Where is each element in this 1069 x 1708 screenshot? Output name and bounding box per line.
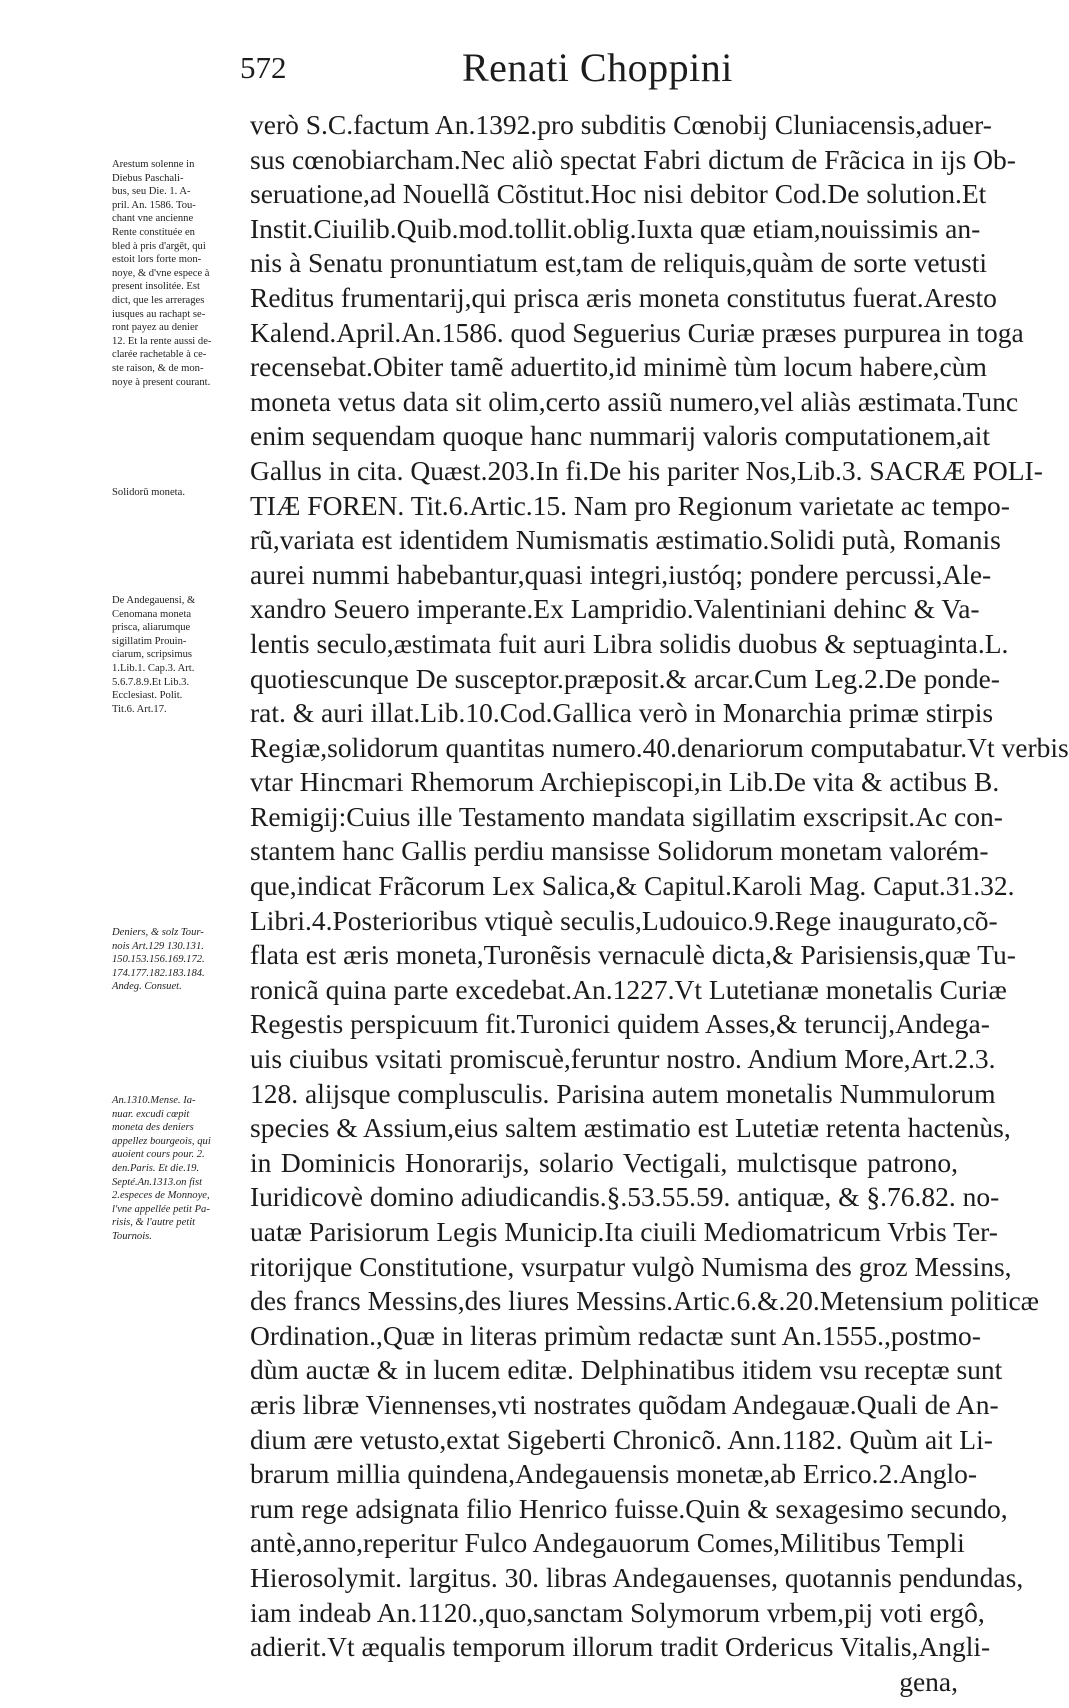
text-line: que,indicat Frãcorum Lex Salica,& Capitul.Karoli Mag. Caput.31.32. [250,870,1015,902]
text-line: antè,anno,reperitur Fulco Andegauorum Comes,Militibus Templi [250,1527,965,1559]
text-line: æris libræ Viennenses,vti nostrates quõdam Andegauæ.Quali de An- [250,1388,999,1420]
text-line: Gallus in cita. Quæst.203.In fi.De his pariter Nos,Lib.3. SACRÆ POLI- [250,454,1043,486]
text-line: Hierosolymit. largitus. 30. libras Andegauenses, quotannis pendundas, [250,1561,1024,1593]
page-number: 572 [240,50,287,85]
text-line: ritorijque Constitutione, vsurpatur vulgò Numisma des groz Messins, [250,1250,1012,1282]
text-line: recensebat.Obiter tamẽ aduertito,id minimè tùm locum habere,cùm [250,351,987,383]
text-line: adierit.Vt æqualis temporum illorum tradit Ordericus Vitalis,Angli- [250,1631,991,1663]
margin-note-deniers: Deniers, & solz Tour- nois Art.129 130.131. 150.153.156.169.172. 174.177.182.183.184. Andeg. Consuet. [112,927,205,993]
text-line: Reditus frumentarij,qui prisca æris moneta constitutus fuerat.Aresto [250,281,997,313]
text-line: in Dominicis Honorarijs, solario Vectigali, mulctisque patrono, [250,1146,958,1178]
catchword: gena, [899,1665,958,1697]
text-line: aurei nummi habebantur,quasi integri,iustóq; pondere percussi,Ale- [250,558,992,590]
text-line: enim sequendam quoque hanc nummarij valoris computationem,ait [250,420,991,452]
text-line: nis à Senatu pronuntiatum est,tam de reliquis,quàm de sorte vetusti [250,247,988,279]
text-line: 128. alijsque complusculis. Parisina autem monetalis Nummulorum [250,1077,996,1109]
margin-note-arestum: Arestum solenne in Diebus Paschali- bus, seu Die. 1. A- pril. An. 1586. Tou- chant vne ancienne Rente constituée en bled à pris d'argēt, qui estoit lors forte mon- noye, & d'vne espece à present insolitée. Est dict, que les arrerages iusques au rachapt se- ront payez au denier 12. Et la rente aussi de- clarée rachetable à ce- ste raison, & de mon- noye à present courant. [112,159,212,388]
margin-note-an-1310: An.1310.Mense. Ia- nuar. excudi cœpit moneta des deniers appellez bourgeois, qui auoient cours pour. 2. den.Paris. Et die.19. Septé.An.1313.on fist 2.especes de Monnoye, l'vne appellée petit Pa- risis, & l'autre petit Tournois. [112,1095,211,1242]
text-line: uatæ Parisiorum Legis Municip.Ita ciuili Mediomatricum Vrbis Ter- [250,1216,998,1247]
text-line: ronicã quina parte excedebat.An.1227.Vt Lutetianæ monetalis Curiæ [250,973,1007,1005]
text-line: Regestis perspicuum fit.Turonici quidem Asses,& teruncij,Andega- [250,1008,990,1040]
text-line: verò S.C.factum An.1392.pro subditis Cœnobij Cluniacensis,aduer- [250,109,992,140]
text-line: flata est æris moneta,Turonẽsis vernaculè dicta,& Parisiensis,quæ Tu- [250,939,1016,971]
text-line: lentis seculo,æstimata fuit auri Libra solidis duobus & septuaginta.L. [250,627,1009,659]
page-header [240,44,960,104]
text-line: uis ciuibus vsitati promiscuè,feruntur nostro. Andium More,Art.2.3. [250,1043,996,1075]
margin-note-solidorum: Solidorū moneta. [112,487,185,498]
text-line: rat. & auri illat.Lib.10.Cod.Gallica verò in Monarchia primæ stirpis [250,697,994,729]
text-line: rum rege adsignata filio Henrico fuisse.Quin & sexagesimo secundo, [250,1492,1008,1524]
text-line: TIÆ FOREN. Tit.6.Artic.15. Nam pro Regionum varietate ac tempo- [250,489,1010,521]
text-line: Instit.Ciuilib.Quib.mod.tollit.oblig.Iuxta quæ etiam,nouissimis an- [250,212,981,244]
text-line: Kalend.April.An.1586. quod Seguerius Curiæ præses purpurea in toga [250,316,1024,348]
text-line: stantem hanc Gallis perdiu mansisse Solidorum monetam valorém- [250,835,989,867]
text-line: brarum millia quindena,Andegauensis monetæ,ab Errico.2.Anglo- [250,1458,978,1490]
text-line: des francs Messins,des liures Messins.Artic.6.&.20.Metensium politicæ [250,1285,1040,1317]
text-line: moneta vetus data sit olim,certo assiũ numero,vel aliàs æstimata.Tunc [250,385,1019,417]
body-text [250,108,1069,1699]
text-line: vtar Hincmari Rhemorum Archiepiscopi,in Lib.De vita & actibus B. [250,766,1000,798]
text-line: Libri.4.Posterioribus vtiquè seculis,Ludouico.9.Rege inaugurato,cõ- [250,904,998,936]
text-line: Iuridicovè domino adiudicandis.§.53.55.59. antiquæ, & §.76.82. no- [250,1181,1000,1213]
text-line: Regiæ,solidorum quantitas numero.40.denariorum computabatur.Vt verbis [250,731,1069,763]
running-head: Renati Choppini [462,45,733,90]
margin-note-andegauensi: De Andegauensi, & Cenomana moneta prisca, aliarumque sigillatim Prouin- ciarum, scripsimus 1.Lib.1. Cap.3. Art. 5.6.7.8.9.Et Lib.3. Ecclesiast. Polit. Tit.6. Art.17. [112,595,196,715]
text-line: seruatione,ad Nouellã Cõstitut.Hoc nisi debitor Cod.De solution.Et [250,178,987,210]
text-line: iam indeab An.1120.,quo,sanctam Solymorum vrbem,pij voti ergô, [250,1596,985,1628]
text-line: Remigij:Cuius ille Testamento mandata sigillatim exscripsit.Ac con- [250,800,1003,832]
text-line: dùm auctæ & in lucem editæ. Delphinatibus itidem vsu receptæ sunt [250,1354,1003,1386]
text-line: rũ,variata est identidem Numismatis æstimatio.Solidi putà, Romanis [250,524,1001,556]
text-line: sus cœnobiarcham.Nec aliò spectat Fabri dictum de Frãcica in ijs Ob- [250,143,1016,175]
text-line: Ordination.,Quæ in literas primùm redactæ sunt An.1555.,postmo- [250,1319,981,1351]
text-line: xandro Seuero imperante.Ex Lampridio.Valentiniani dehinc & Va- [250,593,980,625]
text-line: dium ære vetusto,extat Sigeberti Chronicõ. Ann.1182. Quùm ait Li- [250,1423,993,1455]
text-line: species & Assium,eius saltem æstimatio est Lutetiæ retenta hactenùs, [250,1112,1011,1144]
text-line: quotiescunque De susceptor.præposit.& arcar.Cum Leg.2.De ponde- [250,662,1000,694]
